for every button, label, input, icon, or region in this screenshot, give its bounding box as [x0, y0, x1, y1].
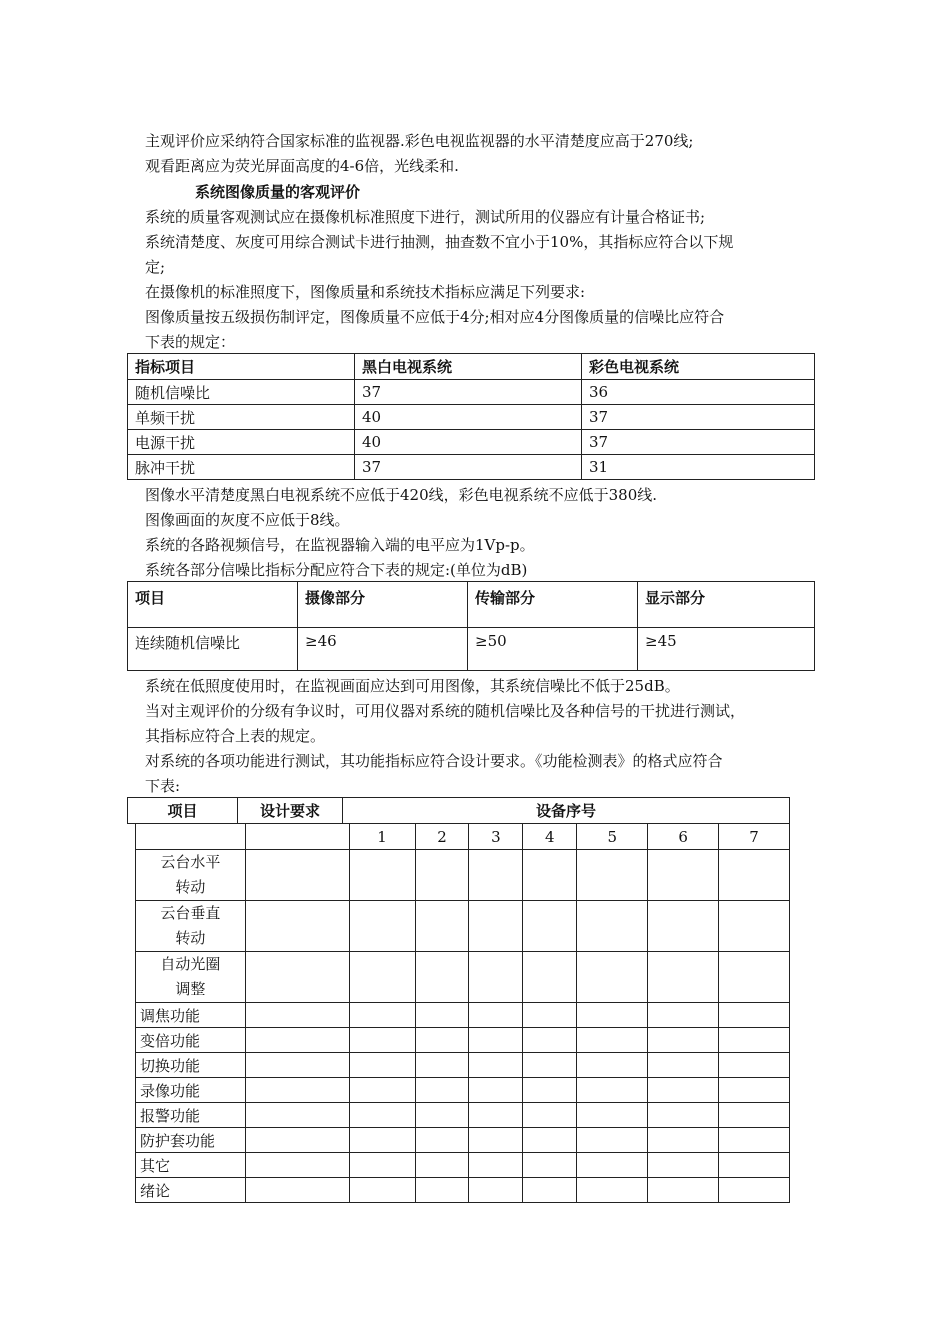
table-cell [577, 850, 648, 901]
function-table-header [127, 797, 790, 824]
table-cell [415, 1028, 469, 1053]
table-cell [349, 901, 415, 952]
table-header-cell: 项目 [128, 798, 238, 824]
table-cell [415, 1178, 469, 1203]
table-cell [577, 1078, 648, 1103]
item-cell: 报警功能 [136, 1103, 246, 1128]
table-cell [469, 1053, 523, 1078]
table-cell [719, 1053, 790, 1078]
paragraph: 在摄像机的标准照度下，图像质量和系统技术指标应满足下列要求: [145, 283, 586, 301]
table-row [136, 1178, 790, 1203]
table-cell [523, 1028, 577, 1053]
table-cell [415, 1128, 469, 1153]
table-cell [719, 1103, 790, 1128]
table-row [136, 1078, 790, 1103]
table-cell: 脉冲干扰 [128, 455, 355, 480]
table-header-cell: 设计要求 [238, 798, 343, 824]
table-cell [523, 1128, 577, 1153]
paragraph: 系统清楚度、灰度可用综合测试卡进行抽测，抽查数不宜小于10%，其指标应符合以下规 [145, 233, 734, 251]
table-cell [245, 1003, 349, 1028]
item-label: 云台水平 [160, 853, 221, 871]
paragraph: 定; [145, 258, 166, 276]
table-cell [648, 1103, 719, 1128]
table-cell [577, 1053, 648, 1078]
table-cell [648, 1078, 719, 1103]
table-cell: ≥45 [638, 628, 815, 671]
table-cell [469, 1153, 523, 1178]
item-label: 转动 [175, 929, 206, 947]
table-cell [469, 1028, 523, 1053]
table-cell: 36 [582, 380, 815, 405]
table-row [136, 824, 790, 850]
table-row [128, 455, 815, 480]
table-cell [415, 1003, 469, 1028]
table-cell [577, 1103, 648, 1128]
table-header-cell: 摄像部分 [298, 582, 468, 628]
table-cell [648, 1178, 719, 1203]
paragraph: 其指标应符合上表的规定。 [145, 727, 326, 745]
table-cell [469, 850, 523, 901]
table-row [128, 628, 815, 671]
table-cell: 40 [355, 405, 582, 430]
paragraph: 系统的质量客观测试应在摄像机标准照度下进行，测试所用的仪器应有计量合格证书; [145, 208, 706, 226]
table-cell [523, 1178, 577, 1203]
table-cell [648, 1153, 719, 1178]
table-cell [469, 1103, 523, 1128]
table-cell [136, 824, 246, 850]
table-cell [577, 1128, 648, 1153]
table-cell [469, 1128, 523, 1153]
table-cell [469, 901, 523, 952]
item-cell [136, 952, 246, 1003]
paragraph: 系统在低照度使用时，在监视画面应达到可用图像，其系统信噪比不低于25dB。 [145, 677, 680, 695]
table-cell [245, 824, 349, 850]
table-cell [648, 952, 719, 1003]
table-cell [648, 1128, 719, 1153]
device-number-cell: 4 [523, 824, 577, 850]
table-header-cell: 传输部分 [468, 582, 638, 628]
table-cell [469, 1078, 523, 1103]
table-header-cell: 黑白电视系统 [355, 354, 582, 380]
table-cell: 随机信噪比 [128, 380, 355, 405]
table-row [128, 405, 815, 430]
table-row [136, 1003, 790, 1028]
paragraph: 系统的各路视频信号，在监视器输入端的电平应为1Vp-p。 [145, 536, 535, 554]
device-number-cell: 1 [349, 824, 415, 850]
table-cell [719, 1078, 790, 1103]
table-cell [523, 850, 577, 901]
item-label: 云台垂直 [160, 904, 221, 922]
table-row [128, 380, 815, 405]
table-header-cell: 显示部分 [638, 582, 815, 628]
table-cell [523, 1003, 577, 1028]
table-header-row [128, 582, 815, 628]
table-row [136, 1028, 790, 1053]
table-cell [577, 1153, 648, 1178]
table-row [136, 1103, 790, 1128]
table-cell [349, 1078, 415, 1103]
table-cell [245, 1178, 349, 1203]
item-cell: 切换功能 [136, 1053, 246, 1078]
table-cell: 37 [582, 430, 815, 455]
item-cell [136, 850, 246, 901]
item-label: 调整 [175, 980, 206, 998]
device-number-cell: 3 [469, 824, 523, 850]
paragraph: 图像画面的灰度不应低于8线。 [145, 511, 350, 529]
table-cell [577, 1003, 648, 1028]
table-row [136, 1053, 790, 1078]
table-cell [349, 1053, 415, 1078]
item-cell: 调焦功能 [136, 1003, 246, 1028]
paragraph: 系统各部分信噪比指标分配应符合下表的规定:(单位为dB) [145, 561, 528, 579]
table-cell [469, 1003, 523, 1028]
paragraph: 下表: [145, 777, 181, 795]
table-cell: 37 [355, 380, 582, 405]
table-header-cell: 指标项目 [128, 354, 355, 380]
item-cell: 变倍功能 [136, 1028, 246, 1053]
table-cell [523, 952, 577, 1003]
table-cell [648, 1028, 719, 1053]
table-cell [719, 1178, 790, 1203]
table-cell [349, 1003, 415, 1028]
table-cell [648, 901, 719, 952]
item-label: 自动光圈 [160, 955, 221, 973]
paragraph: 图像水平清楚度黑白电视系统不应低于420线，彩色电视系统不应低于380线. [145, 486, 658, 504]
table-header-cell: 彩色电视系统 [582, 354, 815, 380]
table-cell: ≥50 [468, 628, 638, 671]
table-cell [719, 1028, 790, 1053]
table-cell [523, 1153, 577, 1178]
table-header-cell: 项目 [128, 582, 298, 628]
paragraph: 图像质量按五级损伤制评定，图像质量不应低于4分;相对应4分图像质量的信噪比应符合 [145, 308, 725, 326]
table-cell [349, 1178, 415, 1203]
item-cell: 其它 [136, 1153, 246, 1178]
item-cell: 绪论 [136, 1178, 246, 1203]
item-label: 转动 [175, 878, 206, 896]
table-cell [469, 952, 523, 1003]
table-cell [469, 1178, 523, 1203]
table-cell: 40 [355, 430, 582, 455]
table-cell [245, 1053, 349, 1078]
table-cell [349, 1128, 415, 1153]
table-cell [245, 1128, 349, 1153]
table-cell [415, 901, 469, 952]
item-cell: 防护套功能 [136, 1128, 246, 1153]
table-row [128, 430, 815, 455]
table-cell [245, 1153, 349, 1178]
table-cell [415, 1103, 469, 1128]
table-row [136, 850, 790, 901]
paragraph: 对系统的各项功能进行测试，其功能指标应符合设计要求。《功能检测表》的格式应符合 [145, 752, 723, 770]
table-cell: ≥46 [298, 628, 468, 671]
function-check-table [135, 823, 790, 1203]
table-cell [245, 1028, 349, 1053]
table-cell [523, 1053, 577, 1078]
paragraph: 主观评价应采纳符合国家标准的监视器.彩色电视监视器的水平清楚度应高于270线; [145, 132, 694, 150]
table-cell [245, 901, 349, 952]
section-heading: 系统图像质量的客观评价 [195, 183, 361, 201]
table-cell [415, 1053, 469, 1078]
table-cell [523, 1103, 577, 1128]
table-cell [349, 1103, 415, 1128]
table-cell [523, 901, 577, 952]
table-cell [415, 850, 469, 901]
table-cell [719, 1128, 790, 1153]
table-cell [577, 901, 648, 952]
table-cell [719, 1153, 790, 1178]
device-number-cell: 7 [719, 824, 790, 850]
table-cell [349, 952, 415, 1003]
item-cell [136, 901, 246, 952]
table-cell: 电源干扰 [128, 430, 355, 455]
table-cell [648, 850, 719, 901]
table-cell: 单频干扰 [128, 405, 355, 430]
table-cell [245, 1078, 349, 1103]
table-cell [245, 1103, 349, 1128]
table-cell [577, 1028, 648, 1053]
table-cell: 31 [582, 455, 815, 480]
table-cell [523, 1078, 577, 1103]
table-cell: 37 [355, 455, 582, 480]
item-cell: 录像功能 [136, 1078, 246, 1103]
table-cell [245, 952, 349, 1003]
table-row [136, 1128, 790, 1153]
device-number-cell: 2 [415, 824, 469, 850]
table-cell [719, 850, 790, 901]
table-cell [577, 952, 648, 1003]
paragraph: 下表的规定： [145, 333, 236, 351]
table-cell [415, 952, 469, 1003]
table-cell [349, 850, 415, 901]
table-cell: 37 [582, 405, 815, 430]
table-cell [719, 901, 790, 952]
device-number-cell: 5 [577, 824, 648, 850]
table-cell [648, 1003, 719, 1028]
table-cell [415, 1153, 469, 1178]
table-row [136, 901, 790, 952]
table-cell [415, 1078, 469, 1103]
table-row [136, 1153, 790, 1178]
table-cell [648, 1053, 719, 1078]
table-cell [349, 1028, 415, 1053]
paragraph: 当对主观评价的分级有争议时，可用仪器对系统的随机信噪比及各种信号的干扰进行测试， [145, 702, 746, 720]
table-header-row [128, 798, 790, 824]
table-cell: 连续随机信噪比 [128, 628, 298, 671]
device-number-cell: 6 [648, 824, 719, 850]
table-cell [719, 952, 790, 1003]
table-row [136, 952, 790, 1003]
table-cell [719, 1003, 790, 1028]
snr-table [127, 353, 815, 480]
table-header-row [128, 354, 815, 380]
snr-allocation-table [127, 581, 815, 671]
table-cell [245, 850, 349, 901]
table-cell [577, 1178, 648, 1203]
table-cell [349, 1153, 415, 1178]
paragraph: 观看距离应为荧光屏面高度的4-6倍，光线柔和. [145, 157, 459, 175]
table-header-cell: 设备序号 [343, 798, 790, 824]
